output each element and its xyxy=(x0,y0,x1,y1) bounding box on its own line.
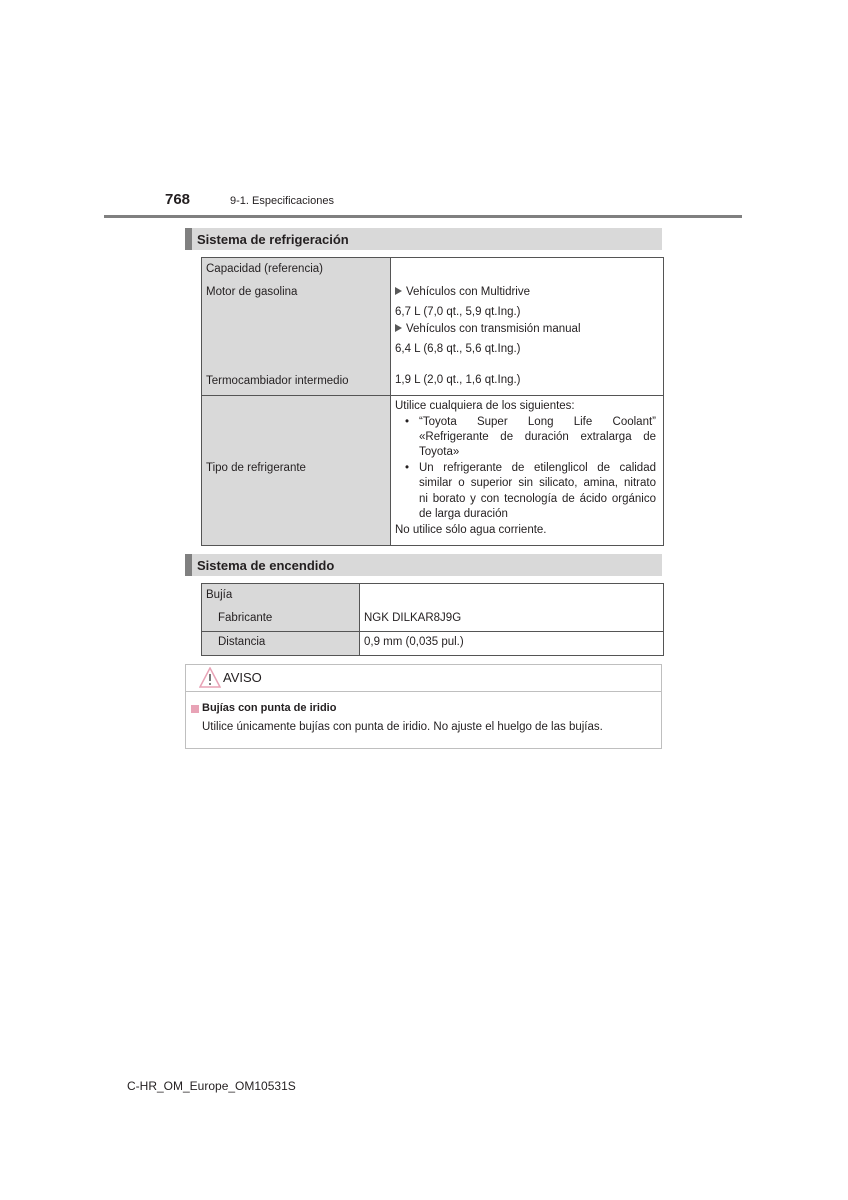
header-rule xyxy=(104,215,742,218)
exchanger-value: 1,9 L (2,0 qt., 1,6 qt.Ing.) xyxy=(395,374,521,386)
aviso-title: AVISO xyxy=(223,670,262,685)
coolant-bullet1-line2: «Refrigerante de duración extralarga de xyxy=(419,431,656,443)
manual-value: 6,4 L (6,8 qt., 5,6 qt.Ing.) xyxy=(395,343,521,355)
multidrive-label: Vehículos con Multidrive xyxy=(406,286,531,298)
coolant-label-cell xyxy=(202,396,391,546)
capacity-label: Capacidad (referencia) xyxy=(206,263,323,275)
bullet-dot: • xyxy=(405,462,410,474)
gap-label: Distancia xyxy=(218,636,266,648)
coolant-note: No utilice sólo agua corriente. xyxy=(395,524,547,536)
spark-label-cell xyxy=(202,584,360,632)
engine-label: Motor de gasolina xyxy=(206,286,298,298)
ignition-table xyxy=(201,583,664,656)
coolant-bullet2-line2: similar o superior sin silicato, amina, nitrato xyxy=(419,477,656,489)
multidrive-value: 6,7 L (7,0 qt., 5,9 qt.Ing.) xyxy=(395,306,521,318)
ignition-section-header xyxy=(185,554,662,576)
gap-value-cell xyxy=(360,632,664,656)
coolant-row xyxy=(202,396,664,546)
aviso-subtitle: Bujías con punta de iridio xyxy=(202,702,337,714)
spark-label: Bujía xyxy=(206,589,233,601)
aviso-text: Utilice únicamente bujías con punta de iridio. No ajuste el huelgo de las bujías. xyxy=(202,721,603,733)
maker-label: Fabricante xyxy=(218,612,273,624)
cooling-section-title: Sistema de refrigeración xyxy=(197,232,349,247)
pink-square-icon xyxy=(191,705,199,713)
coolant-bullet2-line1: Un refrigerante de etilenglicol de calidad xyxy=(419,462,656,474)
manual-label: Vehículos con transmisión manual xyxy=(406,323,581,335)
bullet-dot: • xyxy=(405,416,410,428)
section-title: 9-1. Especificaciones xyxy=(230,195,334,207)
page-number: 768 xyxy=(165,191,191,208)
gap-value: 0,9 mm (0,035 pul.) xyxy=(364,636,464,648)
spark-plug-row xyxy=(202,584,664,632)
coolant-bullet1-line1: “Toyota Super Long Life Coolant” xyxy=(419,416,656,428)
capacity-value-cell xyxy=(391,258,664,396)
maker-value: NGK DILKAR8J9G xyxy=(364,612,462,624)
coolant-intro: Utilice cualquiera de los siguientes: xyxy=(395,400,575,412)
coolant-value-cell xyxy=(391,396,664,546)
cooling-table xyxy=(201,257,664,546)
capacity-row xyxy=(202,258,664,396)
gap-row xyxy=(202,632,664,656)
coolant-bullet2-line4: de larga duración xyxy=(419,508,508,520)
cooling-section-header xyxy=(185,228,662,250)
multidrive-item xyxy=(395,286,530,298)
maker-value-cell xyxy=(360,584,664,632)
triangle-bullet-icon xyxy=(395,287,402,295)
aviso-divider xyxy=(186,691,661,692)
coolant-bullet2-line3: ni borato y con tecnología de ácido orgánico xyxy=(419,493,656,505)
capacity-label-cell xyxy=(202,258,391,396)
footer-code: C-HR_OM_Europe_OM10531S xyxy=(127,1079,296,1093)
exchanger-label: Termocambiador intermedio xyxy=(206,375,349,387)
coolant-label: Tipo de refrigerante xyxy=(206,462,306,474)
aviso-box xyxy=(185,664,662,749)
manual-item xyxy=(395,323,581,335)
warning-triangle-icon xyxy=(199,667,221,688)
gap-label-cell xyxy=(202,632,360,656)
coolant-bullet1-line3: Toyota» xyxy=(419,446,460,458)
triangle-bullet-icon xyxy=(395,324,402,332)
ignition-section-title: Sistema de encendido xyxy=(197,558,335,573)
